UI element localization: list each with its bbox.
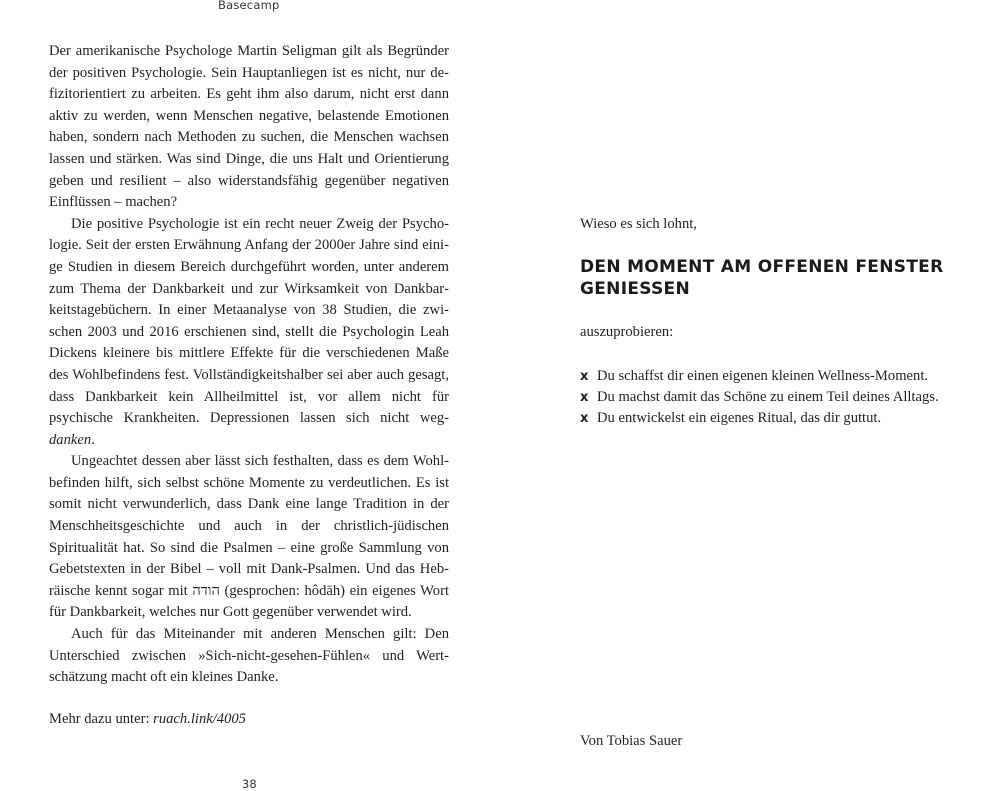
x-bullet-icon: x — [580, 411, 589, 427]
list-item — [580, 387, 939, 408]
benefit-list — [580, 366, 939, 430]
benefit-text: Du machst damit das Schöne zu einem Teil deines Alltags. — [597, 389, 939, 406]
feature-title: DEN MOMENT AM OFFENEN FENSTER GENIESSEN — [580, 257, 944, 299]
benefit-text: Du entwickelst ein eigenes Ritual, das dir guttut. — [597, 410, 882, 427]
emphasis-text: danken — [49, 431, 92, 448]
benefit-text: Du schaffst dir einen eigenen kleinen Wellness-Moment. — [597, 368, 929, 384]
paragraph: Der amerikanische Psychologe Martin Seligman gilt als Begründer der positiven Psychologie. Sein Hauptanliegen ist es nicht, nur defizitorientiert zu arbeiten. Es geht ihm also darum, nicht erst dann aktiv zu werden, wenn Menschen negative, belastende Emotionen haben, sondern nach Methoden zu suchen, die Menschen wachsen lassen und stärken. Was sind Dinge, die uns Halt und Orientierung geben und resilient – also widerstandsfähig gegenüber negativen Einflüssen – machen? — [49, 43, 449, 211]
feature-subtitle: auszuprobieren: — [580, 324, 674, 340]
x-bullet-icon: x — [580, 369, 589, 384]
list-item — [580, 366, 939, 387]
more-info-link[interactable]: ruach.link/4005 — [153, 711, 246, 727]
page-number: 38 — [242, 777, 257, 791]
paragraph: Ungeachtet dessen aber lässt sich festhalten, dass es dem Wohlbefinden hilft, sich selbst schöne Momente zu verdeutlichen. Es ist somit nicht verwunderlich, dass Dank eine lange Tradition in der Menschheitsgeschichte und auch in der christlich-jüdischen Spiritualität hat. So sind die Psalmen – eine große Sammlung von Gebetstexten in der Bibel – voll mit Dank-Psalmen. Und das Hebräische kennt sogar mit הודה (gesprochen: hôdāh) ein eigenes Wort für Dankbarkeit, welches nur Gott gegenüber verwendet wird. — [49, 453, 449, 621]
left-page-body — [49, 41, 449, 689]
author-credit: Von Tobias Sauer — [580, 733, 683, 749]
paragraph — [49, 214, 449, 452]
list-item — [580, 408, 939, 429]
running-head: Basecamp — [218, 0, 280, 12]
paragraph: Auch für das Miteinander mit anderen Menschen gilt: Den Unterschied zwischen »Sich-nicht-gesehen-Fühlen« und Wertschätzung macht oft ein kleines Danke. — [49, 626, 449, 686]
paragraph-end: . — [91, 431, 95, 448]
feature-intro: Wieso es sich lohnt, — [580, 216, 697, 232]
more-info-label: Mehr dazu unter: — [49, 711, 154, 727]
paragraph-text: Die positive Psychologie ist ein recht neuer Zweig der Psychologie. Seit der ersten Erwähnung Anfang der 2000er Jahre sind einige Studien in diesem Bereich durchgeführt worden, unter anderem zum Thema der Dankbarkeit und zur Wirksamkeit von Dankbarkeitstagebüchern. In einer Metaanalyse von 38 Studien, die zwischen 2003 und 2016 erschienen sind, stellt die Psychologin Leah Dickens kleinere bis mittlere Effekte für die verschiedenen Maße des Wohlbefindens fest. Vollständigkeitshalber sei aber auch gesagt, dass Dankbarkeit kein Allheilmittel ist, vor allem nicht für psychische Krankheiten. Depressionen lassen sich nicht weg- — [49, 215, 449, 427]
x-bullet-icon: x — [580, 390, 589, 406]
more-info-line — [49, 709, 246, 731]
